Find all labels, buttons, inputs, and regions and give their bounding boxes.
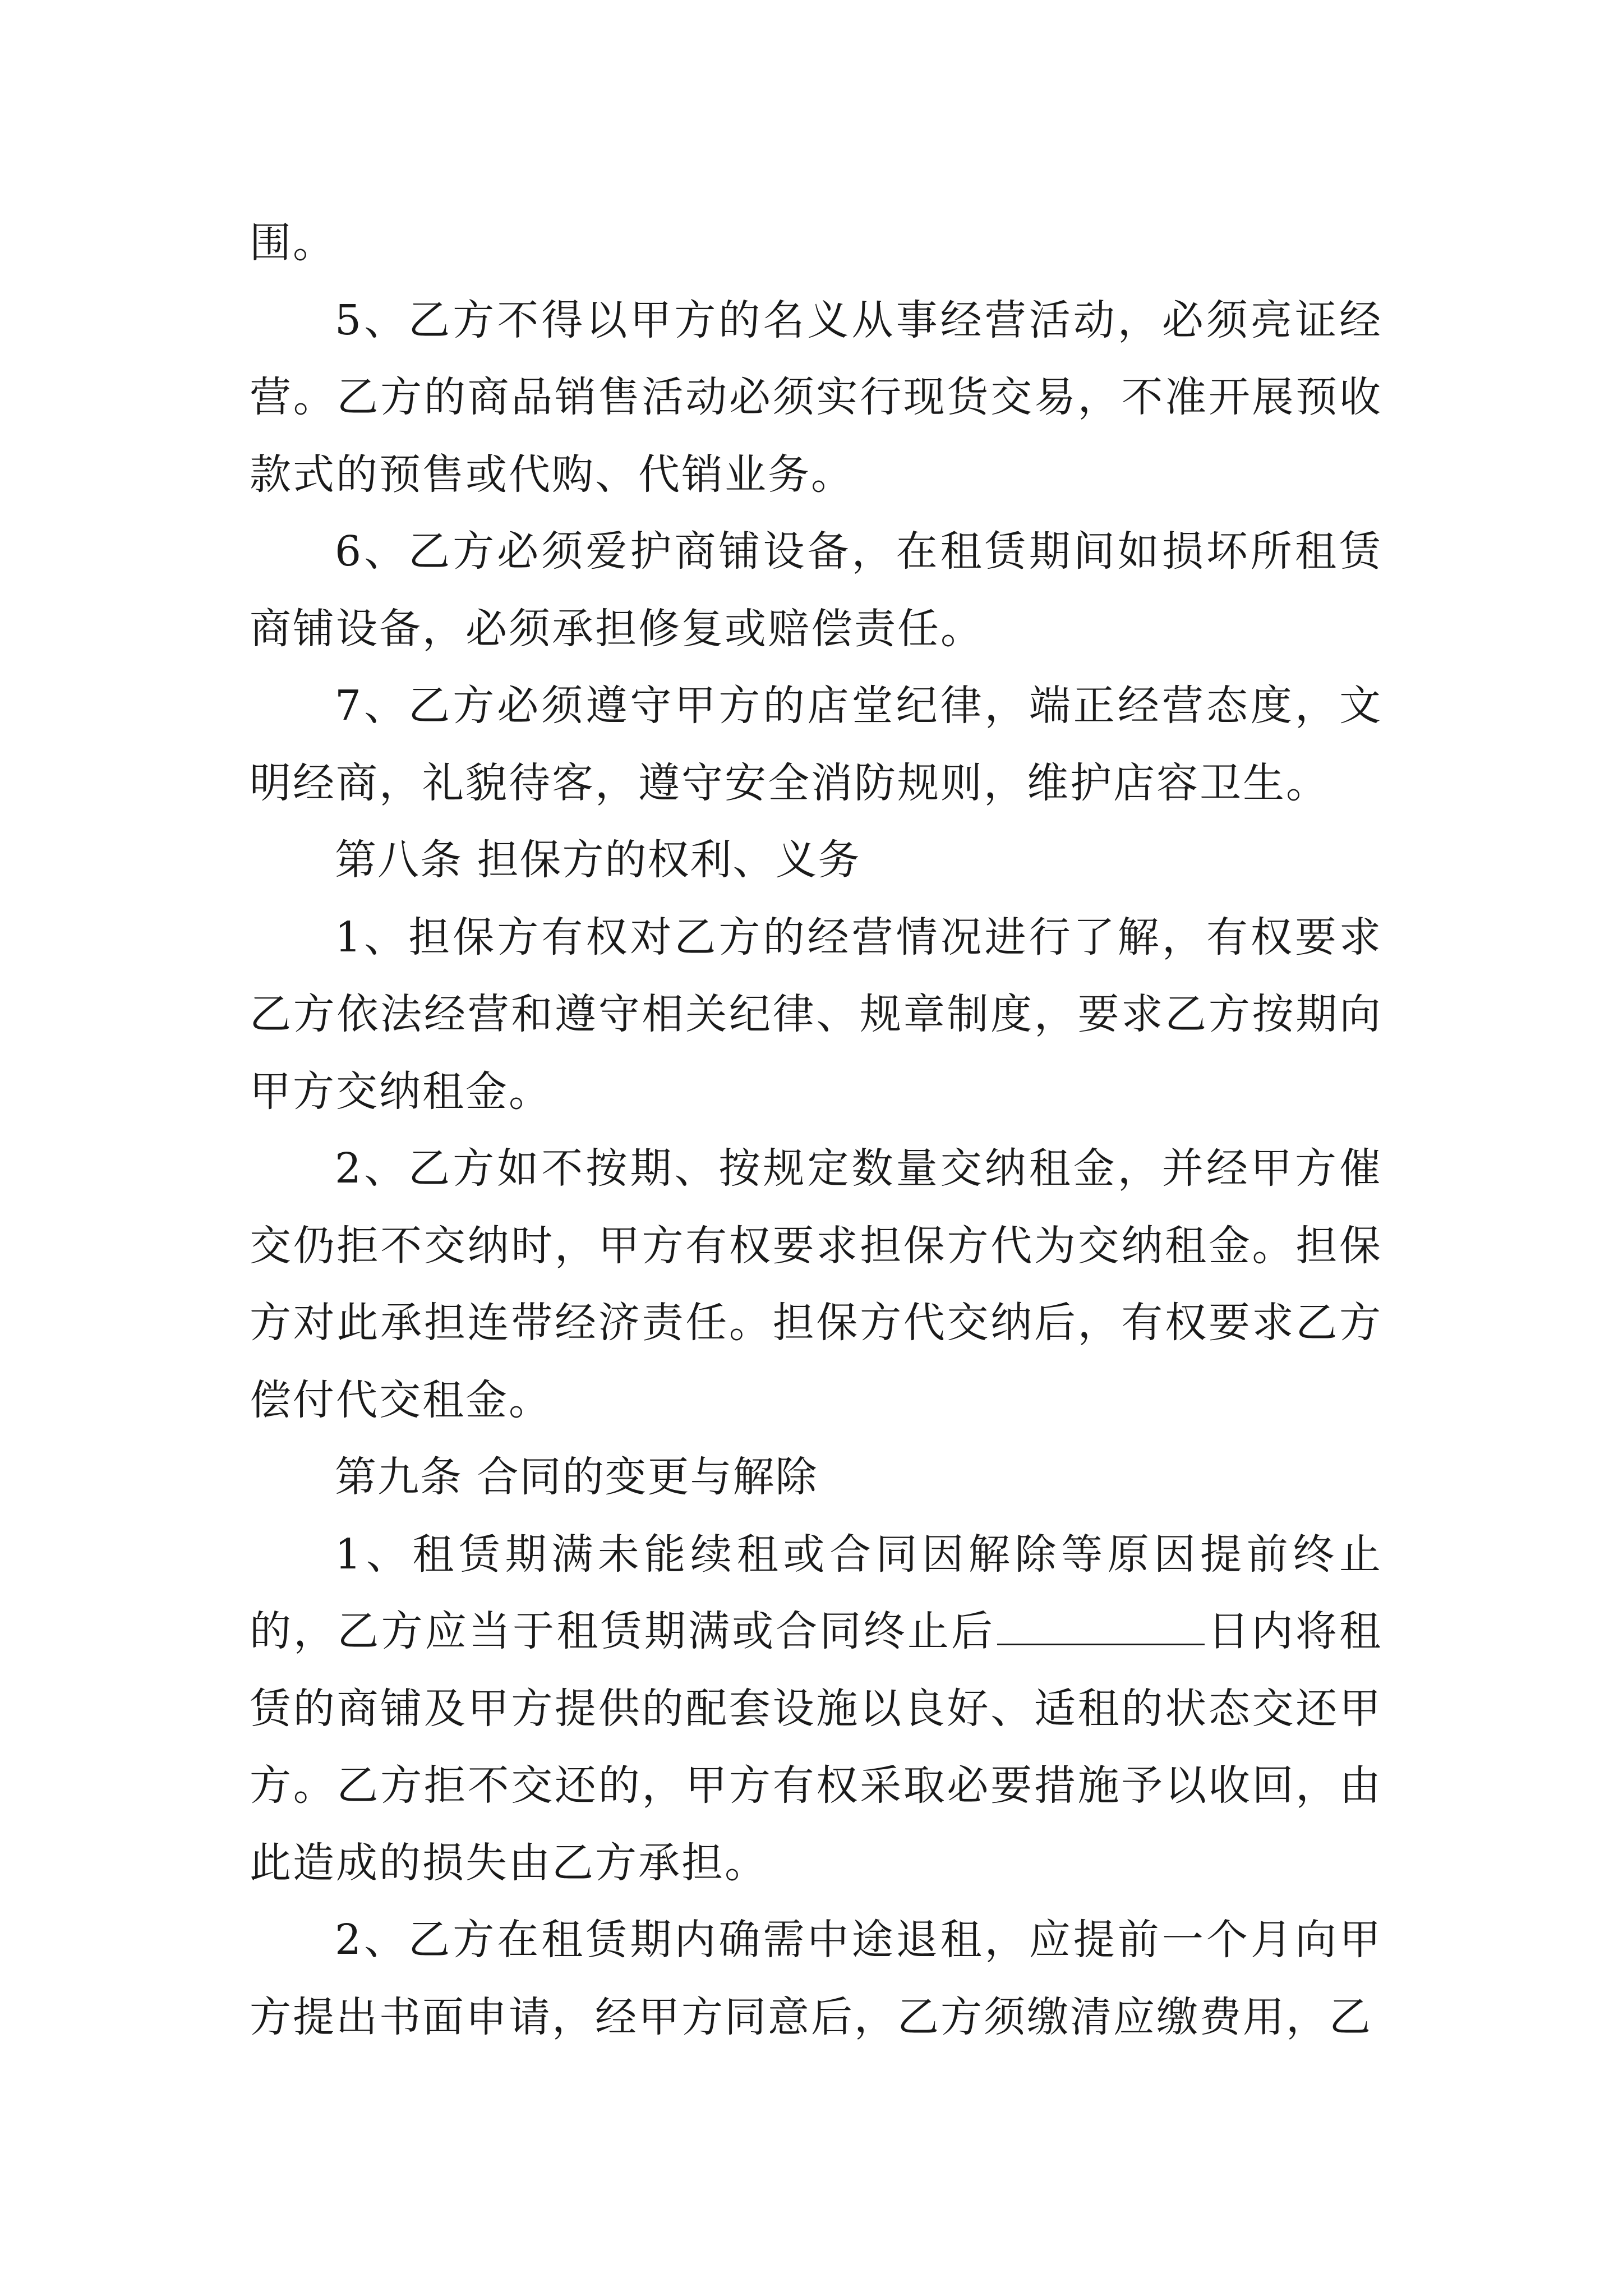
clause-item-6: 6、乙方必须爱护商铺设备，在租赁期间如损坏所租赁商铺设备，必须承担修复或赔偿责任。 (250, 527, 1382, 653)
days-blank-field (997, 1609, 1205, 1645)
clause-item-5: 5、乙方不得以甲方的名义从事经营活动，必须亮证经营。乙方的商品销售活动必须实行现货交易，不准开展预收款式的预售或代购、代销业务。 (250, 296, 1382, 499)
termination-item-1 (250, 1516, 1382, 1902)
clause-item-7: 7、乙方必须遵守甲方的店堂纪律，端正经营态度，文明经商，礼貌待客，遵守安全消防规则，维护店容卫生。 (250, 682, 1382, 807)
termination-item-1-part-a: 1、租赁期满未能续租或合同因解除等原因提前终止的，乙方应当于租赁期满或合同终止后 (250, 1530, 1382, 1655)
termination-item-2: 2、乙方在租赁期内确需中途退租，应提前一个月向甲方提出书面申请，经甲方同意后，乙方须缴清应缴费用，乙 (250, 1916, 1382, 2041)
document-body (250, 205, 1382, 2056)
guarantor-item-2: 2、乙方如不按期、按规定数量交纳租金，并经甲方催交仍拒不交纳时，甲方有权要求担保方代为交纳租金。担保方对此承担连带经济责任。担保方代交纳后，有权要求乙方偿付代交租金。 (250, 1144, 1382, 1424)
guarantor-item-1: 1、担保方有权对乙方的经营情况进行了解，有权要求乙方依法经营和遵守相关纪律、规章制度，要求乙方按期向甲方交纳租金。 (250, 913, 1382, 1116)
termination-item-1-part-b: 日内将租赁的商铺及甲方提供的配套设施以良好、适租的状态交还甲方。乙方拒不交还的，甲方有权采取必要措施予以收回，由此造成的损失由乙方承担。 (250, 1607, 1383, 1887)
article-9-heading: 第九条 合同的变更与解除 (335, 1453, 818, 1501)
article-8-heading: 第八条 担保方的权利、义务 (335, 836, 861, 884)
paragraph-continuation: 围。 (250, 219, 336, 267)
